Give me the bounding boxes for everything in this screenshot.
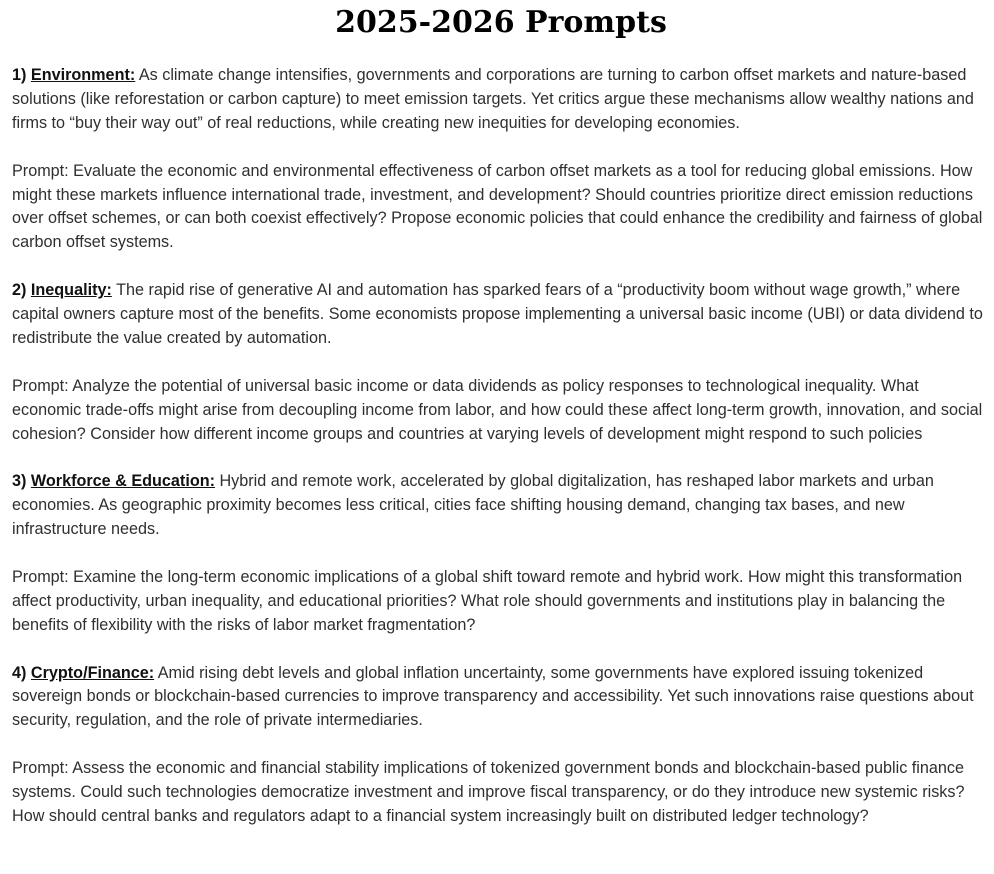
section-intro-text: Hybrid and remote work, accelerated by global digitalization, has reshaped labor markets and urban economies. As geographic proximity becomes less critical, cities face shifting housing demand, changing tax bases, and new infrastructure needs.: [12, 472, 934, 539]
section-4-intro: [12, 662, 990, 734]
section-number: 3): [12, 472, 27, 491]
section-intro-text: Amid rising debt levels and global inflation uncertainty, some governments have explored issuing tokenized sovereign bonds or blockchain-based currencies to improve transparency and accessibility. Yet such innovations raise questions about security, regulation, and the role of private intermediaries.: [12, 663, 974, 730]
section-2-intro: [12, 279, 990, 351]
section-number: 1): [12, 66, 27, 84]
section-topic-inequality: Inequality:: [30, 281, 112, 300]
section-intro-text: As climate change intensifies, governments and corporations are turning to carbon offset markets and nature-based solutions (like reforestation or carbon capture) to meet emission targets. Yet critics argue these mechanisms allow wealthy nations and firms to “buy their way out” of real reductions, while creating new inequities for developing economies.: [12, 66, 974, 132]
section-intro-text: The rapid rise of generative AI and automation has sparked fears of a “productivity boom without wage growth,” where capital owners capture most of the benefits. Some economists propose implementing a universal basic income (UBI) or data dividend to redistribute the value created by automation.: [12, 281, 983, 347]
section-4-prompt: Prompt: Assess the economic and financial stability implications of tokenized government bonds and blockchain-based public finance systems. Could such technologies democratize investment and improve fiscal transparency, or do they introduce new systemic risks? How should central banks and regulators adapt to a financial system increasingly built on distributed ledger technology?: [12, 759, 965, 825]
document-body: [12, 64, 990, 829]
page-title: 2025-2026 Prompts: [335, 5, 667, 40]
section-topic-workforce-education: Workforce & Education:: [30, 472, 215, 491]
section-topic-crypto-finance: Crypto/Finance:: [30, 663, 155, 682]
section-1-prompt: Prompt: Evaluate the economic and environmental effectiveness of carbon offset markets as a tool for reducing global emissions. How might these markets influence international trade, investment, and development? Should countries prioritize direct emission reductions over offset schemes, or can both coexist effectively? Propose economic policies that could enhance the credibility and fairness of global carbon offset systems.: [12, 161, 983, 252]
section-3-prompt: Prompt: Examine the long-term economic implications of a global shift toward remote and hybrid work. How might this transformation affect productivity, urban inequality, and educational priorities? What role should governments and institutions play in balancing the benefits of flexibility with the risks of labor market fragmentation?: [12, 567, 963, 634]
section-1-intro: [12, 64, 990, 136]
section-number: 2): [12, 281, 27, 300]
section-topic-environment: Environment:: [30, 66, 136, 84]
section-2-prompt: Prompt: Analyze the potential of universal basic income or data dividends as policy responses to technological inequality. What economic trade-offs might arise from decoupling income from labor, and how could these affect long-term growth, innovation, and social cohesion? Consider how different income groups and countries at varying levels of development might respond to such policies: [12, 376, 983, 443]
document-page: [12, 0, 990, 829]
section-3-intro: [12, 470, 990, 542]
section-number: 4): [12, 663, 27, 682]
